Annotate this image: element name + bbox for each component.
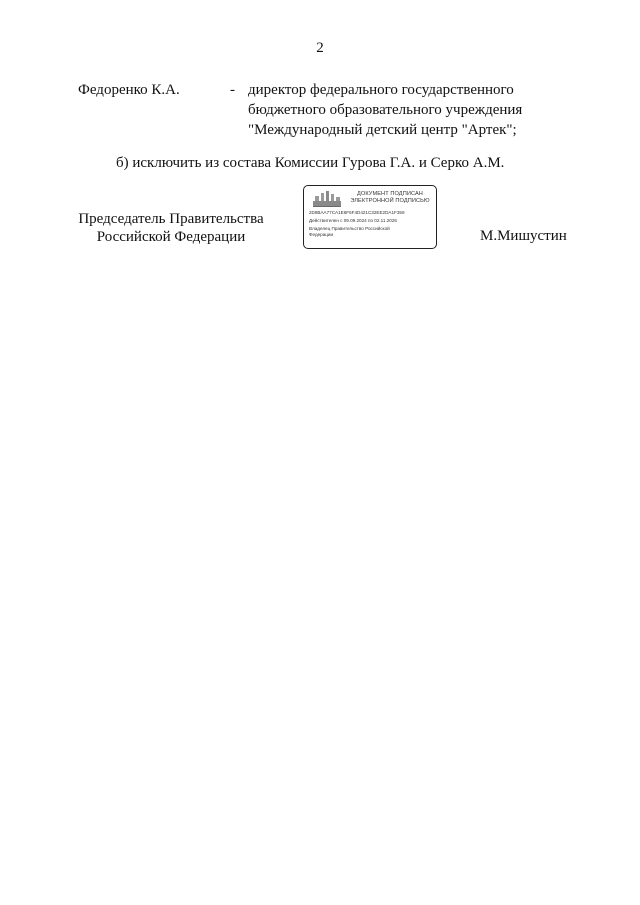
member-description-line: "Международный детский центр "Артек"; xyxy=(248,122,517,138)
stamp-owner-line: Владелец Правительство Российской xyxy=(309,226,390,231)
stamp-title xyxy=(350,191,430,205)
member-description-line: бюджетного образовательного учреждения xyxy=(248,102,523,118)
page-number: 2 xyxy=(316,40,324,56)
stamp-certificate: 2D8BAA77CA1E6F6F4D421C32EE2DA1F359 xyxy=(309,210,405,215)
stamp-owner xyxy=(309,226,390,238)
signer-name: М.Мишустин xyxy=(480,228,567,244)
member-description-line: директор федерального государственного xyxy=(248,82,514,98)
stamp-title-line: ДОКУМЕНТ ПОДПИСАН xyxy=(357,191,423,197)
member-dash: - xyxy=(230,82,235,98)
member-description xyxy=(248,80,522,140)
coat-of-arms-icon xyxy=(312,190,342,208)
signer-title-line: Председатель Правительства xyxy=(78,211,264,227)
signer-title-line: Российской Федерации xyxy=(96,229,246,245)
member-name: Федоренко К.А. xyxy=(78,82,180,98)
electronic-signature-stamp xyxy=(303,185,437,249)
stamp-owner-line: Федерации xyxy=(309,232,334,237)
stamp-validity: Действителен с 09.09.2024 по 02.11.2026 xyxy=(309,218,397,223)
exclusion-paragraph: б) исключить из состава Комиссии Гурова Г.А. и Серко А.М. xyxy=(116,155,505,171)
stamp-title-line: ЭЛЕКТРОННОЙ ПОДПИСЬЮ xyxy=(350,198,430,204)
signer-title xyxy=(78,210,264,246)
